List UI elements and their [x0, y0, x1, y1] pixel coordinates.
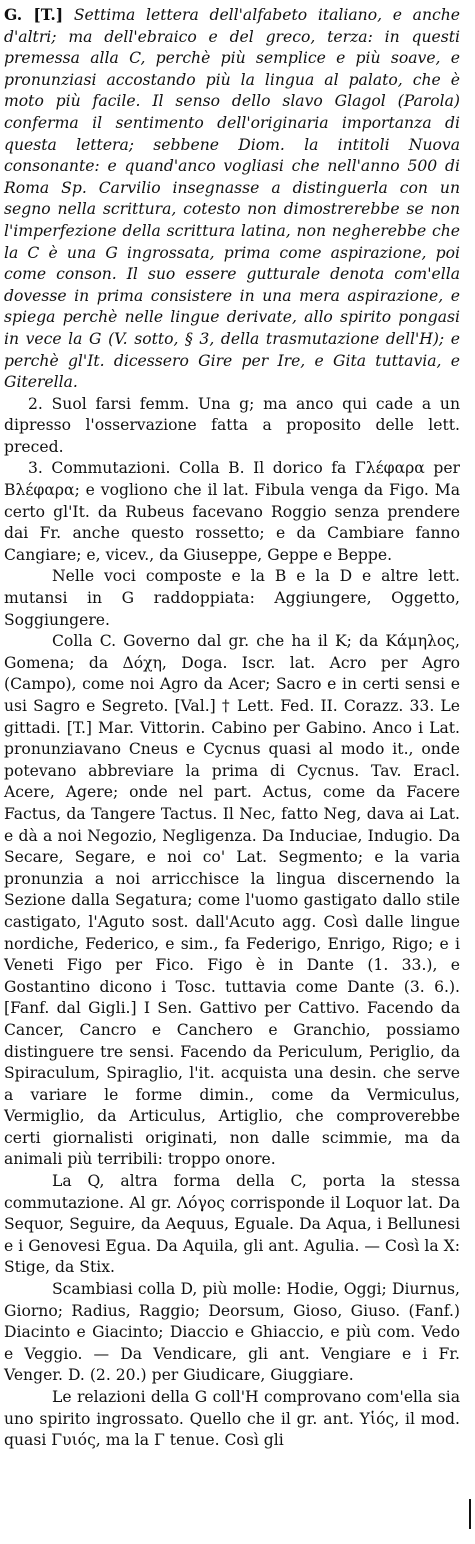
entry-paragraph-definition	[4, 4, 460, 394]
entry-paragraph-colla-c: Colla C. Governo dal gr. che ha il Κ; da Κάμηλος, Gomena; da Δόχη, Doga. Iscr. lat. Acro per Agro (Campo), come noi Agro da Acer; Sacro e in certi sensi e usi Sagro e Segreto. [Val.] † Lett. Fed. II. Corazz. 33. Le gittadi. [T.] Mar. Vittorin. Cabino per Gabino. Anco i Lat. pronunziavano Cneus e Cycnus quasi al modo it., onde potevano abbreviare la prima di Cycnus. Tav. Eracl. Acere, Agere; onde nel part. Actus, come da Facere Factus, da Tangere Tactus. Il Nec, fatto Neg, dava ai Lat. e dà a noi Negozio, Negligenza. Da Induciae, Indugio. Da Secare, Segare, e noi co' Lat. Segmento; e la varia pronunzia a noi arricchisce la lingua discernendo la Sezione dalla Segatura; come l'uomo gastigato dallo stile castigato, l'Aguto sost. dall'Acuto agg. Così dalle lingue nordiche, Federico, e sim., fa Federigo, Enrigo, Rigo; e i Veneti Figo per Fico. Figo è in Dante (1. 33.), e Gostantino dicono i Tosc. tuttavia come Dante (3. 6.). [Fanf. dal Gigli.] I Sen. Gattivo per Cattivo. Facendo da Cancer, Cancro e Canchero e Granchio, possiamo distinguere tre sensi. Facendo da Periculum, Periglio, da Spiraculum, Spiraglio, l'it. acquista una desin. che serve a variare le forme dimin., come da Vermiculus, Vermiglio, da Articulus, Artiglio, che comproverebbe certi giornalisti originati, non dalle scimmie, ma da animali più terribili: troppo onore.	[4, 632, 460, 1169]
entry-paragraph-la-q: La Q, altra forma della C, porta la stessa commutazione. Al gr. Λόγος corrisponde il Loquor lat. Da Sequor, Seguire, da Aequus, Eguale. Da Aqua, i Bellunesi e i Genovesi Egua. Da Aquila, gli ant. Agulia. — Così la X: Stige, da Stix.	[4, 1172, 460, 1277]
entry-headword: G. [T.]	[4, 5, 64, 24]
margin-rule	[469, 1499, 471, 1529]
entry-paragraph-3: 3. Commutazioni. Colla B. Il dorico fa Γλέφαρα per Βλέφαρα; e vogliono che il lat. Fibula venga da Figo. Ma certo gl'It. da Rubeus facevano Roggio senza prendere dai Fr. anche questo rossetto; e da Cambiare fanno Cangiare; e, vicev., da Giuseppe, Geppe e Beppe.	[4, 459, 460, 564]
dictionary-page	[4, 4, 460, 1452]
entry-paragraph-relazioni: Le relazioni della G coll'H comprovano com'ella sia uno spirito ingrossato. Quello che il gr. ant. Υἱός, il mod. quasi Γυιός, ma la Γ tenue. Così gli	[4, 1388, 460, 1450]
entry-paragraph-colla-d: Scambiasi colla D, più molle: Hodie, Oggi; Diurnus, Giorno; Radius, Raggio; Deorsum, Gioso, Giuso. (Fanf.) Diacinto e Giacinto; Diaccio e Ghiaccio, e più com. Vedo e Veggio. — Da Vendicare, gli ant. Vengiare e i Fr. Venger. D. (2. 20.) per Giudicare, Giuggiare.	[4, 1280, 460, 1385]
entry-definition-text: Settima lettera dell'alfabeto italiano, e anche d'altri; ma dell'ebraico e del greco, terza: in questi premessa alla C, perchè più semplice e più soave, e pronunziasi accostando più la lingua al palato, che è moto più facile. Il senso dello slavo Glagol (Parola) conferma il sentimento dell'originaria importanza di questa lettera; sebbene Diom. la intitoli Nuova consonante: e quand'anco vogliasi che nell'anno 500 di Roma Sp. Carvilio insegnasse a distinguerla con un segno nella scrittura, cotesto non dimostrerebbe se non l'imperfezione della scrittura latina, non negherebbe che la C è una G ingrossata, prima come aspirazione, poi come conson. Il suo essere gutturale denota com'ella dovesse in prima consistere in una mera aspirazione, e spiega perchè nelle lingue derivate, allo spirito pongasi in vece la G (V. sotto, § 3, della trasmutazione dell'H); e perchè gl'It. dicessero Gire per Ire, e Gita tuttavia, e Giterella.	[4, 6, 461, 392]
entry-paragraph-composte: Nelle voci composte e la B e la D e altre lett. mutansi in G raddoppiata: Aggiungere, Oggetto, Soggiungere.	[4, 567, 460, 629]
entry-paragraph-2: 2. Suol farsi femm. Una g; ma anco qui cade a un dipresso l'osservazione fatta a proposito delle lett. preced.	[4, 394, 460, 456]
